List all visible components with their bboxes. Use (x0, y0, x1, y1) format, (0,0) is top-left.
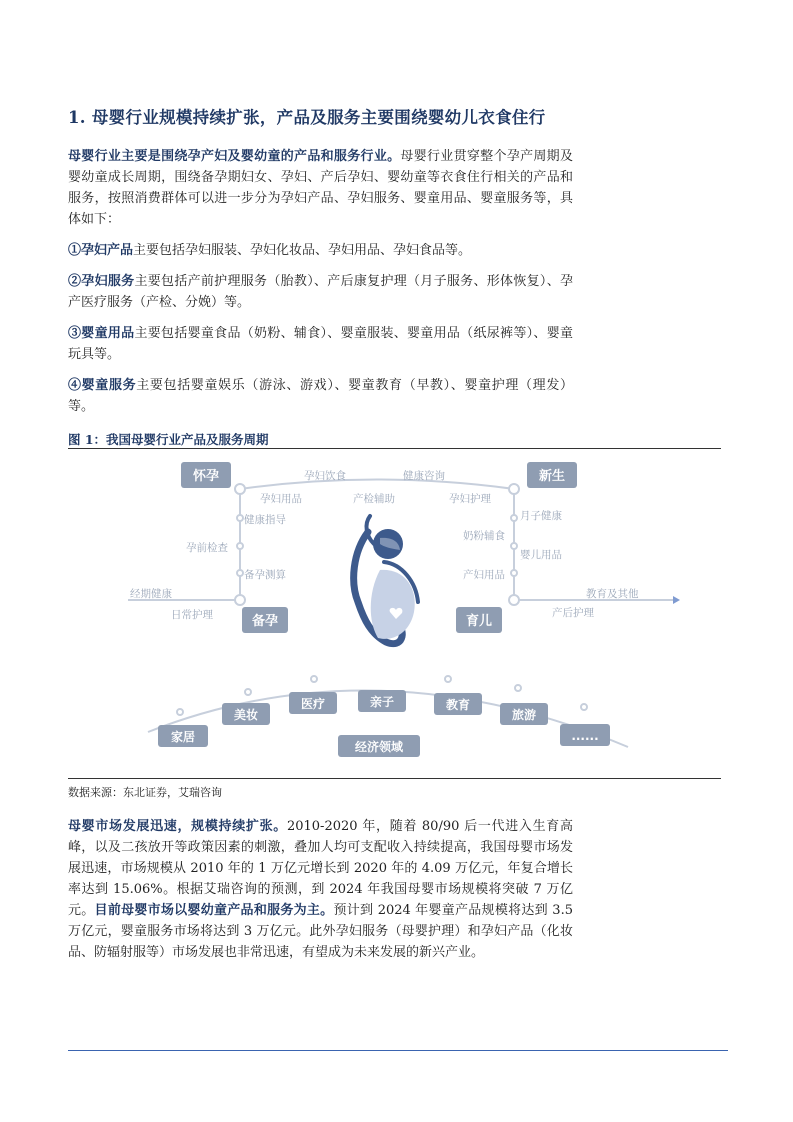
stage-parenting-label: 育儿 (465, 614, 493, 629)
domain-home-label: 家居 (170, 730, 196, 744)
item-paragraph-2 (68, 271, 573, 313)
label-prep-test: 备孕测算 (244, 569, 286, 581)
domain-travel-label: 旅游 (511, 708, 537, 722)
pregnant-woman-icon (354, 516, 418, 644)
market-text-1: 2010-2020 年，随着 80/90 后一代进入生育高峰，以及二孩放开等政策因素的刺激，叠加人均可支配收入持续提高，我国母婴市场发展迅速，市场规模从 2010 年的 1 万亿元增长到 2020 年的 4.09 万亿元，年复合增长率达到 15.06%。根据艾瑞咨询的预测，到 2024 年我国母婴市场规模将突破 7 万亿元。 (68, 819, 573, 918)
label-health-guide: 健康指导 (244, 514, 286, 526)
item-bold-1: ①孕妇产品 (68, 243, 134, 258)
figure-source: 数据来源：东北证券，艾瑞咨询 (68, 786, 222, 799)
intro-paragraph (68, 146, 573, 230)
domain-medical (289, 692, 337, 714)
label-formula-food: 奶粉辅食 (463, 530, 505, 542)
item-paragraph-3 (68, 323, 573, 365)
intro-text: 母婴行业贯穿整个孕产周期及婴幼童成长周期，围绕备孕期妇女、孕妇、产后孕妇、婴幼童等衣食住行相关的产品和服务，按照消费群体可以进一步分为孕妇产品、孕妇服务、婴童用品、婴童服务等，具体如下： (68, 149, 573, 227)
label-maternity-diet: 孕妇饮食 (304, 470, 346, 482)
domain-more-label: ...... (571, 729, 599, 743)
label-education-more: 教育及其他 (586, 588, 639, 600)
label-postpartum-recovery: 月子健康 (520, 510, 562, 522)
stage-newborn (527, 462, 577, 488)
figure-title: 图 1：我国母婴行业产品及服务周期 (68, 432, 269, 447)
item-text-4: 主要包括婴童娱乐（游泳、游戏）、婴童教育（早教）、婴童护理（理发）等。 (68, 378, 573, 414)
arrow-head-icon (673, 596, 680, 604)
stage-pregnancy (181, 462, 231, 488)
item-paragraph-4 (68, 375, 573, 417)
domain-parent-child-label: 亲子 (369, 695, 395, 709)
label-maternal-goods: 产妇用品 (463, 569, 505, 581)
label-prenatal-aid: 产检辅助 (353, 493, 395, 505)
market-paragraph (68, 816, 573, 963)
stage-newborn-label: 新生 (538, 469, 566, 484)
item-text-3: 主要包括婴童食品（奶粉、辅食）、婴童服装、婴童用品（纸尿裤等）、婴童玩具等。 (68, 326, 573, 362)
domain-home (158, 725, 208, 747)
domain-beauty-label: 美妆 (233, 708, 259, 722)
stage-parenting (456, 607, 502, 633)
market-bold-2: 目前母婴市场以婴幼童产品和服务为主。 (94, 903, 334, 918)
item-text-2: 主要包括产前护理服务（胎教）、产后康复护理（月子服务、形体恢复）、孕产医疗服务（产检、分娩）等。 (68, 274, 573, 310)
item-bold-2: ②孕妇服务 (68, 274, 135, 289)
stage-pregnancy-label: 怀孕 (192, 469, 220, 484)
footer-rule (68, 1050, 728, 1051)
label-maternity-care: 孕妇护理 (449, 493, 491, 505)
label-menstrual-health: 经期健康 (130, 588, 172, 600)
section-title: 1. 母婴行业规模持续扩张，产品及服务主要围绕婴幼儿衣食住行 (68, 108, 546, 127)
label-infant-goods: 婴儿用品 (520, 549, 562, 561)
domain-medical-label: 医疗 (300, 697, 326, 711)
domain-travel (500, 703, 548, 725)
label-prenatal-check: 孕前检查 (186, 542, 228, 554)
figure-top-rule (68, 448, 721, 449)
item-paragraph-1 (68, 240, 573, 261)
label-daily-care: 日常护理 (171, 609, 213, 621)
market-text-2: 预计到 2024 年婴童产品规模将达到 3.5 万亿元，婴童服务市场将达到 3 万亿元。此外孕妇服务（母婴护理）和孕妇产品（化妆品、防辐射服等）市场发展也非常迅速，有望成为未来发展的新兴产业。 (68, 903, 573, 960)
item-bold-4: ④婴童服务 (68, 378, 137, 393)
intro-bold: 母婴行业主要是围绕孕产妇及婴幼童的产品和服务行业。 (68, 149, 401, 164)
domain-more (560, 724, 610, 746)
label-health-consult: 健康咨询 (403, 470, 445, 482)
label-postpartum-care: 产后护理 (552, 607, 594, 619)
label-maternity-goods: 孕妇用品 (260, 493, 302, 505)
figure-bottom-rule (68, 778, 721, 779)
domain-center (338, 735, 420, 757)
stage-prep (242, 607, 288, 633)
item-text-1: 主要包括孕妇服装、孕妇化妆品、孕妇用品、孕妇食品等。 (133, 243, 472, 258)
domain-education-label: 教育 (445, 698, 471, 712)
industry-cycle-diagram (68, 452, 721, 774)
stage-prep-label: 备孕 (251, 614, 279, 629)
domain-center-label: 经济领域 (354, 740, 404, 754)
market-bold-1: 母婴市场发展迅速，规模持续扩张。 (68, 819, 287, 834)
domain-parent-child (358, 690, 406, 712)
domain-beauty (222, 703, 270, 725)
item-bold-3: ③婴童用品 (68, 326, 135, 341)
domain-education (434, 693, 482, 715)
